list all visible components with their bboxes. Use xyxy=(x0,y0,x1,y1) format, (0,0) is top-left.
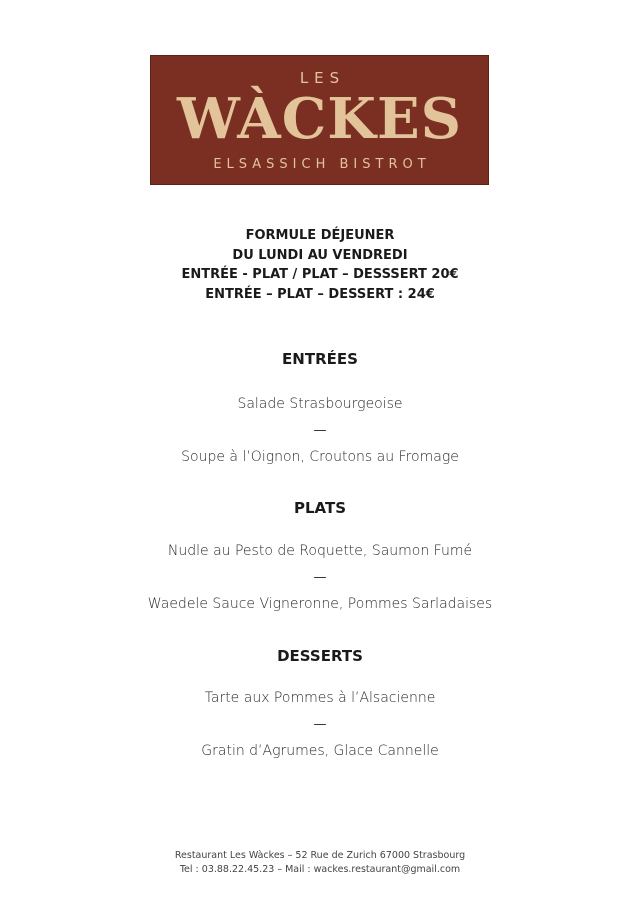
section-title-desserts: DESSERTS xyxy=(277,647,363,665)
footer-contact: Tel : 03.88.22.45.23 – Mail : wackes.restaurant@gmail.com xyxy=(179,864,461,875)
section-title-plats: PLATS xyxy=(293,499,347,517)
formula-price-two-courses: ENTRÉE - PLAT / PLAT – DESSSERT 20€ xyxy=(181,267,459,282)
dish-plat-1: Nudle au Pesto de Roquette, Saumon Fumé xyxy=(167,543,473,559)
lunch-formula xyxy=(0,226,640,304)
formula-price-three-courses: ENTRÉE – PLAT – DESSERT : 24€ xyxy=(205,286,435,302)
dish-dessert-1: Tarte aux Pommes à l’Alsacienne xyxy=(204,690,436,706)
restaurant-logo xyxy=(150,55,489,185)
formula-days: DU LUNDI AU VENDREDI xyxy=(232,247,408,263)
dish-entree-2: Soupe à l’Oignon, Croutons au Fromage xyxy=(181,449,459,465)
dish-entree-1: Salade Strasbourgeoise xyxy=(237,396,403,412)
dish-separator: — xyxy=(313,423,327,438)
dish-separator: — xyxy=(313,717,327,732)
logo-les: LES xyxy=(299,69,346,87)
footer-address: Restaurant Les Wàckes – 52 Rue de Zurich 67000 Strasbourg xyxy=(174,850,466,861)
footer xyxy=(0,849,640,877)
logo-name: WÀCKES xyxy=(176,86,463,152)
dish-plat-2: Waedele Sauce Vigneronne, Pommes Sarladaises xyxy=(147,596,493,612)
dish-dessert-2: Gratin d’Agrumes, Glace Cannelle xyxy=(201,743,439,759)
logo-tagline: ELSASSICH BISTROT xyxy=(213,157,431,172)
section-title-entrees: ENTRÉES xyxy=(282,350,358,368)
dish-separator: — xyxy=(313,570,327,585)
formula-title: FORMULE DÉJEUNER xyxy=(245,228,395,243)
